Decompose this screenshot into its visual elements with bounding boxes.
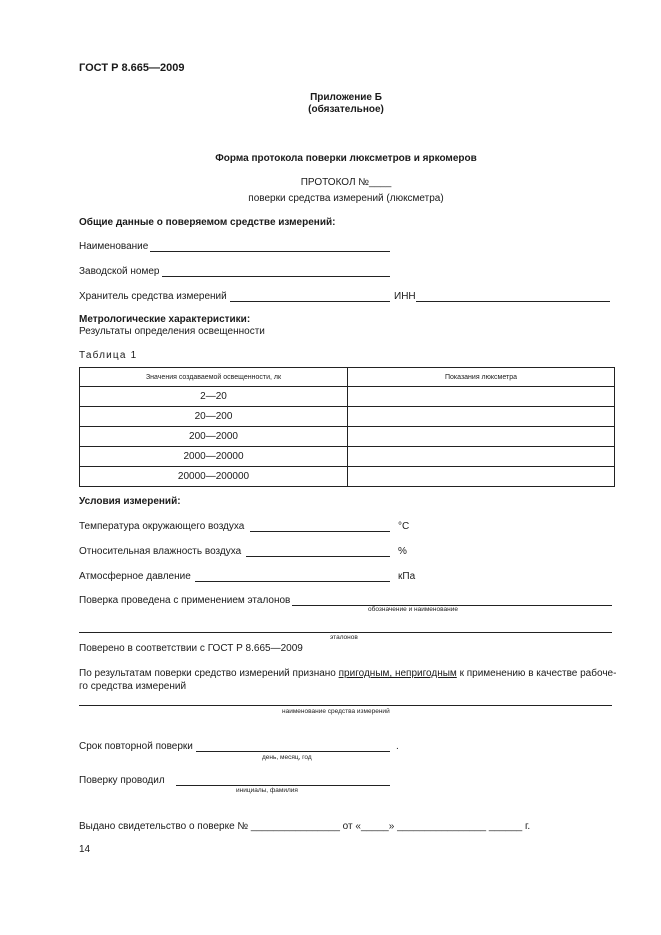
humidity-label: Относительная влажность воздуха <box>79 546 242 557</box>
appendix-subtitle: (обязательное) <box>308 104 384 115</box>
result-prefix: По результатам поверки средство измерений признано <box>79 668 336 679</box>
reverify-dot: . <box>396 741 399 752</box>
humidity-field-line <box>246 556 390 557</box>
general-heading: Общие данные о поверяемом средстве измерений: <box>79 217 336 228</box>
standards-field-line-2 <box>79 632 612 633</box>
table-row <box>80 447 615 467</box>
verifier-caption: инициалы, фамилия <box>236 787 298 794</box>
table-cell <box>348 467 615 487</box>
verifier-label: Поверку проводил <box>79 775 165 786</box>
table-row <box>80 427 615 447</box>
pressure-field-line <box>195 581 390 582</box>
result-line-2: го средства измерений <box>79 681 187 692</box>
reverify-caption: день, месяц, год <box>262 754 312 761</box>
table-header-row <box>80 368 615 387</box>
table-row <box>80 407 615 427</box>
table-cell: 20000—200000 <box>80 467 348 487</box>
table-cell <box>348 407 615 427</box>
standards-label: Поверка проведена с применением эталонов <box>79 595 291 606</box>
form-title: Форма протокола поверки люксметров и яркомеров <box>215 153 477 164</box>
pressure-unit: кПа <box>398 571 416 582</box>
table-cell: 20—200 <box>80 407 348 427</box>
metro-subheading: Результаты определения освещенности <box>79 326 265 337</box>
table-header-cell: Значения создаваемой освещенности, лк <box>80 368 348 387</box>
table-header-cell: Показания люксметра <box>348 368 615 387</box>
standards-caption-2: эталонов <box>330 634 358 641</box>
result-line-1 <box>79 668 616 679</box>
inn-field-line <box>416 301 610 302</box>
standards-caption-1: обозначение и наименование <box>368 606 458 613</box>
temperature-unit: °С <box>398 521 410 532</box>
result-suffix: к применению в качестве рабоче- <box>459 668 617 679</box>
reverify-label: Срок повторной поверки <box>79 741 193 752</box>
name-label: Наименование <box>79 241 149 252</box>
table-cell <box>348 387 615 407</box>
pressure-label: Атмосферное давление <box>79 571 191 582</box>
humidity-unit: % <box>398 546 407 557</box>
serial-field-line <box>162 276 390 277</box>
certificate-line: Выдано свидетельство о поверке № ________________ от «_____» ________________ ______ г. <box>79 821 531 832</box>
name-field-line <box>150 251 390 252</box>
result-caption: наименование средства измерений <box>282 708 390 715</box>
table-cell: 2000—20000 <box>80 447 348 467</box>
table-caption: Таблица 1 <box>79 350 138 361</box>
appendix-title: Приложение Б <box>310 92 382 103</box>
conditions-heading: Условия измерений: <box>79 496 181 507</box>
protocol-title: ПРОТОКОЛ №____ <box>300 177 392 188</box>
table-cell <box>348 427 615 447</box>
page-number: 14 <box>79 844 91 855</box>
table-row <box>80 387 615 407</box>
table-cell <box>348 447 615 467</box>
inn-label: ИНН <box>394 291 416 302</box>
verifier-field-line <box>176 785 390 786</box>
temperature-label: Температура окружающего воздуха <box>79 521 245 532</box>
result-field-line <box>79 705 612 706</box>
table-cell: 2—20 <box>80 387 348 407</box>
result-fit: пригодным, непригодным <box>338 668 457 679</box>
reverify-field-line <box>196 751 390 752</box>
keeper-label: Хранитель средства измерений <box>79 291 227 302</box>
conformity-text: Поверено в соответствии с ГОСТ Р 8.665—2009 <box>79 643 303 654</box>
table-cell: 200—2000 <box>80 427 348 447</box>
metro-heading: Метрологические характеристики: <box>79 314 251 325</box>
keeper-field-line <box>230 301 390 302</box>
serial-label: Заводской номер <box>79 266 160 277</box>
illuminance-table <box>79 367 615 487</box>
table-row <box>80 467 615 487</box>
standard-header: ГОСТ Р 8.665—2009 <box>79 62 185 74</box>
protocol-subtitle: поверки средства измерений (люксметра) <box>248 193 444 204</box>
temperature-field-line <box>250 531 390 532</box>
